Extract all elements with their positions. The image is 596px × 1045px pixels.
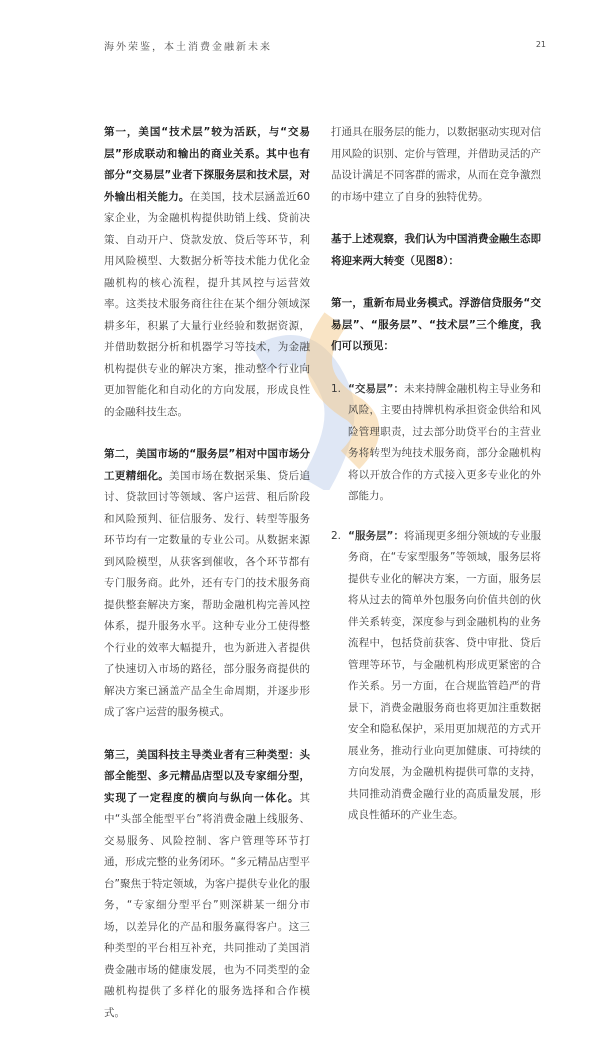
paragraph-lead: 第三，美国科技主导类业者有三种类型：头部全能型、多元精品店型以及专家细分型，实现了一定程度的横向与纵向一体化。 xyxy=(104,748,310,804)
paragraph-lead: 第二，美国市场的“服务层”相对中国市场分工更精细化。 xyxy=(104,448,310,482)
list-text xyxy=(348,379,541,508)
paragraph-observation-heading xyxy=(331,229,541,272)
paragraph-body: 其中“头部全能型平台”将消费金融上线服务、交易服务、风险控制、客户管理等环节打通，形成完整的业务闭环。“多元精品店型平台”聚焦于特定领域，为客户提供专业化的服务，“专家细分型平台”则深耕某一细分市场，以差异化的产品和服务赢得客户。这三种类型的平台相互补充，共同推动了美国消费金融市场的健康发展，也为不同类型的金融机构提供了多样化的服务选择和合作模式。 xyxy=(104,791,310,1019)
list-body-text: 将涌现更多细分领域的专业服务商，在“专家型服务”等领域，服务层将提供专业化的解决方案，一方面，服务层将从过去的简单外包服务向价值共创的伙伴关系转变，深度参与到金融机构的业务流程中，包括贷前获客、贷中审批、贷后管理等环节，与金融机构形成更紧密的合作关系。另一方面，在合规监管趋严的背景下，消费金融服务商也将更加注重数据安全和隐私保护，采用更加规范的方式开展业务，推动行业向更加健康、可持续的方向发展，为金融机构提供可靠的支持，共同推动消费金融行业的高质量发展，形成良性循环的产业生态。 xyxy=(348,529,541,821)
paragraph-lead: 第一，美国“技术层”较为活跃，与“交易层”形成联动和输出的商业关系。其中也有部分“交易层”业者下探服务层和技术层，对外输出相关能力。 xyxy=(104,126,310,203)
paragraph-lead: 基于上述观察，我们认为中国消费金融生态即将迎来两大转变（见图8）： xyxy=(331,233,541,267)
paragraph-tech-layer xyxy=(104,122,310,423)
list-number: 2. xyxy=(331,529,342,542)
list-number: 1. xyxy=(331,382,342,395)
paragraph-body: 美国市场在数据采集、贷后追讨、贷款回讨等领域、客户运营、租后阶段和风险预判、征信服务、发行、转型等服务环节均有一定数量的专业公司。从数据来源到风险模型，从获客到催收，各个环节都有专门服务商。此外，还有专门的技术服务商提供整套解决方案，帮助金融机构完善风控体系，提升服务水平。这种专业分工使得整个行业的效率大幅提升，也为新进入者提供了快速切入市场的路径，部分服务商提供的解决方案已涵盖产品全生命周期，并逐步形成了客户运营的服务模式。 xyxy=(104,469,311,718)
right-column xyxy=(331,122,541,845)
running-header: 海外荣鉴，本土消费金融新未来 xyxy=(104,42,272,53)
paragraph-business-model xyxy=(331,293,541,358)
list-lead: “服务层”： xyxy=(348,529,405,542)
paragraph-continued: 打通具在服务层的能力，以数据驱动实现对信用风险的识别、定价与管理，并借助灵活的产品设计满足不同客群的需求，从而在竞争激烈的市场中建立了自身的独特优势。 xyxy=(331,126,541,203)
list-item xyxy=(331,379,541,508)
list-body-text: 未来持牌金融机构主导业务和风险，主要由持牌机构承担资金供给和风险管理职责，过去部分助贷平台的主营业务将转型为纯技术服务商，部分金融机构将以开放合作的方式接入更多专业化的外部能力。 xyxy=(348,382,541,502)
paragraph-lead: 第一，重新布局业务模式。 xyxy=(331,297,460,309)
page-number: 21 xyxy=(535,40,546,49)
left-column xyxy=(104,122,310,1045)
paragraph-lead-rest: 浮游信贷服务“交易层”、“服务层”、“技术层”三个维度，我们可以预见： xyxy=(331,297,542,352)
paragraph-platform-types xyxy=(104,745,310,1025)
paragraph-body: 在美国，技术层涵盖近60家企业，为金融机构提供助销上线、贷前决策、自动开户、贷款发放、贷后等环节，利用风险模型、大数据分析等技术能力优化金融机构的核心流程，提升其风控与运营效率。这类技术服务商往往在某个细分领域深耕多年，积累了大量行业经验和数据资源，并借助数据分析和机器学习等技术，为金融机构提供专业的解决方案，推动整个行业向更加智能化和自动化的方向发展，形成良性的金融科技生态。 xyxy=(104,190,310,418)
paragraph-service-layer xyxy=(104,444,310,724)
list-text xyxy=(348,526,541,827)
list-item xyxy=(331,526,541,827)
list-lead: “交易层”： xyxy=(348,382,405,395)
